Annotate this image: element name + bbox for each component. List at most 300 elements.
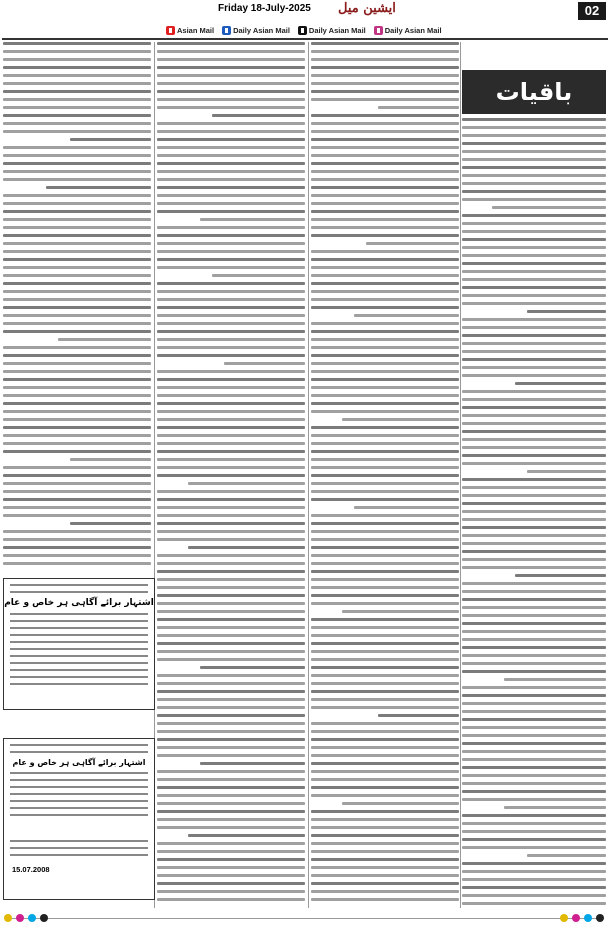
text-line bbox=[311, 826, 459, 829]
text-line bbox=[311, 330, 459, 333]
text-line bbox=[157, 266, 305, 269]
text-line bbox=[3, 394, 151, 397]
text-line bbox=[311, 90, 459, 93]
registration-dot bbox=[560, 914, 568, 922]
social-facebook[interactable] bbox=[222, 26, 290, 35]
text-line bbox=[462, 446, 606, 449]
text-line bbox=[3, 298, 151, 301]
text-line bbox=[157, 146, 305, 149]
page-footer bbox=[0, 910, 610, 927]
text-line bbox=[311, 874, 459, 877]
text-line bbox=[311, 362, 459, 365]
text-line bbox=[200, 666, 305, 669]
text-line bbox=[311, 146, 459, 149]
social-label: Asian Mail bbox=[177, 25, 215, 35]
text-line bbox=[224, 362, 305, 365]
text-line bbox=[3, 426, 151, 429]
text-line bbox=[157, 66, 305, 69]
text-line bbox=[157, 826, 305, 829]
text-line bbox=[157, 682, 305, 685]
text-line bbox=[157, 770, 305, 773]
text-line bbox=[3, 266, 151, 269]
text-line bbox=[462, 262, 606, 265]
text-line bbox=[157, 386, 305, 389]
text-line bbox=[311, 858, 459, 861]
text-line bbox=[3, 354, 151, 357]
text-line bbox=[311, 290, 459, 293]
text-line bbox=[157, 138, 305, 141]
registration-dot bbox=[16, 914, 24, 922]
text-line bbox=[3, 130, 151, 133]
text-line bbox=[462, 350, 606, 353]
text-line bbox=[311, 98, 459, 101]
text-line bbox=[3, 170, 151, 173]
text-line bbox=[462, 462, 606, 465]
text-line bbox=[311, 578, 459, 581]
text-line bbox=[462, 126, 606, 129]
text-line bbox=[3, 554, 151, 557]
text-line bbox=[342, 610, 459, 613]
text-line bbox=[311, 82, 459, 85]
text-line bbox=[157, 370, 305, 373]
text-line bbox=[157, 258, 305, 261]
text-line bbox=[311, 50, 459, 53]
text-line bbox=[515, 574, 606, 577]
text-line bbox=[157, 106, 305, 109]
text-line bbox=[157, 810, 305, 813]
text-line bbox=[200, 218, 305, 221]
text-line bbox=[3, 546, 151, 549]
text-line bbox=[58, 338, 151, 341]
social-links bbox=[166, 23, 442, 37]
text-line bbox=[3, 314, 151, 317]
text-line bbox=[157, 58, 305, 61]
text-line bbox=[462, 878, 606, 881]
text-line bbox=[311, 458, 459, 461]
text-line bbox=[311, 58, 459, 61]
text-line bbox=[462, 702, 606, 705]
text-line bbox=[462, 814, 606, 817]
text-line bbox=[462, 406, 606, 409]
text-line bbox=[311, 810, 459, 813]
text-line bbox=[311, 498, 459, 501]
text-line bbox=[462, 398, 606, 401]
text-line bbox=[311, 770, 459, 773]
text-line bbox=[462, 662, 606, 665]
text-line bbox=[462, 534, 606, 537]
text-line bbox=[157, 474, 305, 477]
text-line bbox=[3, 362, 151, 365]
text-line bbox=[462, 886, 606, 889]
text-line bbox=[157, 530, 305, 533]
text-line bbox=[311, 586, 459, 589]
text-line bbox=[70, 458, 151, 461]
text-line bbox=[311, 66, 459, 69]
text-line bbox=[462, 614, 606, 617]
text-line bbox=[462, 486, 606, 489]
text-line bbox=[157, 634, 305, 637]
text-line bbox=[311, 274, 459, 277]
text-line bbox=[311, 754, 459, 757]
text-line bbox=[157, 610, 305, 613]
text-line bbox=[157, 178, 305, 181]
text-line bbox=[462, 390, 606, 393]
text-line bbox=[311, 850, 459, 853]
text-line bbox=[157, 858, 305, 861]
text-line bbox=[462, 582, 606, 585]
text-line bbox=[311, 298, 459, 301]
text-line bbox=[3, 322, 151, 325]
text-line bbox=[462, 358, 606, 361]
text-line bbox=[311, 626, 459, 629]
page-header bbox=[0, 0, 610, 22]
text-line bbox=[311, 194, 459, 197]
registration-dot bbox=[584, 914, 592, 922]
text-line bbox=[3, 114, 151, 117]
text-line bbox=[46, 186, 151, 189]
text-line bbox=[311, 122, 459, 125]
text-line bbox=[157, 706, 305, 709]
text-line bbox=[157, 330, 305, 333]
text-line bbox=[462, 286, 606, 289]
text-line bbox=[311, 426, 459, 429]
text-line bbox=[3, 490, 151, 493]
social-instagram[interactable] bbox=[374, 26, 442, 35]
text-line bbox=[311, 794, 459, 797]
text-line bbox=[157, 522, 305, 525]
text-line bbox=[157, 42, 305, 45]
text-line bbox=[311, 674, 459, 677]
text-line bbox=[157, 242, 305, 245]
instagram-icon bbox=[374, 26, 383, 35]
text-line bbox=[462, 430, 606, 433]
text-line bbox=[311, 186, 459, 189]
text-line bbox=[311, 650, 459, 653]
text-line bbox=[3, 306, 151, 309]
text-line bbox=[462, 558, 606, 561]
text-line bbox=[462, 510, 606, 513]
text-line bbox=[462, 638, 606, 641]
text-line bbox=[311, 898, 459, 901]
text-line bbox=[527, 470, 606, 473]
text-line bbox=[157, 194, 305, 197]
text-line bbox=[462, 798, 606, 801]
text-line bbox=[157, 210, 305, 213]
text-line bbox=[3, 146, 151, 149]
text-line bbox=[462, 782, 606, 785]
text-line bbox=[462, 150, 606, 153]
text-line bbox=[157, 578, 305, 581]
text-line bbox=[157, 450, 305, 453]
text-line bbox=[3, 82, 151, 85]
text-line bbox=[311, 138, 459, 141]
text-line bbox=[157, 122, 305, 125]
text-line bbox=[70, 138, 151, 141]
text-line bbox=[462, 326, 606, 329]
text-line bbox=[311, 226, 459, 229]
column-4-text bbox=[462, 118, 606, 908]
text-line bbox=[462, 566, 606, 569]
text-line bbox=[311, 386, 459, 389]
text-line bbox=[3, 250, 151, 253]
text-line bbox=[3, 402, 151, 405]
text-line bbox=[157, 82, 305, 85]
column-3-text bbox=[311, 42, 459, 908]
text-line bbox=[462, 174, 606, 177]
text-line bbox=[3, 90, 151, 93]
text-line bbox=[311, 402, 459, 405]
text-line bbox=[157, 658, 305, 661]
text-line bbox=[311, 706, 459, 709]
text-line bbox=[157, 234, 305, 237]
text-line bbox=[157, 754, 305, 757]
social-twitter[interactable] bbox=[298, 26, 366, 35]
text-line bbox=[311, 306, 459, 309]
text-line bbox=[157, 722, 305, 725]
text-line bbox=[311, 218, 459, 221]
text-line bbox=[157, 786, 305, 789]
text-line bbox=[311, 834, 459, 837]
text-line bbox=[311, 554, 459, 557]
text-line bbox=[3, 42, 151, 45]
text-line bbox=[311, 762, 459, 765]
text-line bbox=[3, 162, 151, 165]
text-line bbox=[3, 74, 151, 77]
text-line bbox=[527, 310, 606, 313]
text-line bbox=[311, 178, 459, 181]
registration-dot bbox=[40, 914, 48, 922]
text-line bbox=[157, 50, 305, 53]
text-line bbox=[157, 514, 305, 517]
text-line bbox=[311, 778, 459, 781]
text-line bbox=[311, 818, 459, 821]
text-line bbox=[311, 210, 459, 213]
text-line bbox=[311, 482, 459, 485]
youtube-icon bbox=[166, 26, 175, 35]
text-line bbox=[157, 602, 305, 605]
text-line bbox=[157, 506, 305, 509]
text-line bbox=[462, 502, 606, 505]
text-line bbox=[157, 130, 305, 133]
text-line bbox=[515, 382, 606, 385]
text-line bbox=[311, 514, 459, 517]
text-line bbox=[157, 202, 305, 205]
text-line bbox=[462, 278, 606, 281]
text-line bbox=[462, 438, 606, 441]
text-line bbox=[311, 690, 459, 693]
text-line bbox=[3, 226, 151, 229]
text-line bbox=[3, 498, 151, 501]
text-line bbox=[378, 714, 459, 717]
text-line bbox=[3, 538, 151, 541]
registration-dot bbox=[4, 914, 12, 922]
text-line bbox=[462, 894, 606, 897]
text-line bbox=[311, 202, 459, 205]
text-line bbox=[462, 686, 606, 689]
text-line bbox=[462, 718, 606, 721]
column-divider bbox=[460, 42, 461, 908]
text-line bbox=[378, 106, 459, 109]
text-line bbox=[157, 570, 305, 573]
text-line bbox=[311, 682, 459, 685]
text-line bbox=[157, 298, 305, 301]
text-line bbox=[157, 746, 305, 749]
text-line bbox=[188, 482, 305, 485]
text-line bbox=[462, 630, 606, 633]
text-line bbox=[311, 562, 459, 565]
text-line bbox=[462, 902, 606, 905]
text-line bbox=[311, 74, 459, 77]
text-line bbox=[342, 418, 459, 421]
text-line bbox=[157, 442, 305, 445]
text-line bbox=[311, 602, 459, 605]
text-line bbox=[157, 378, 305, 381]
text-line bbox=[157, 490, 305, 493]
text-line bbox=[3, 274, 151, 277]
text-line bbox=[462, 862, 606, 865]
text-line bbox=[462, 646, 606, 649]
text-line bbox=[3, 178, 151, 181]
text-line bbox=[462, 670, 606, 673]
text-line bbox=[157, 410, 305, 413]
text-line bbox=[311, 234, 459, 237]
text-line bbox=[157, 554, 305, 557]
text-line bbox=[462, 454, 606, 457]
text-line bbox=[157, 890, 305, 893]
text-line bbox=[311, 546, 459, 549]
text-line bbox=[3, 562, 151, 565]
text-line bbox=[462, 494, 606, 497]
text-line bbox=[462, 342, 606, 345]
text-line bbox=[3, 282, 151, 285]
text-line bbox=[462, 726, 606, 729]
text-line bbox=[311, 634, 459, 637]
text-line bbox=[462, 366, 606, 369]
text-line bbox=[3, 474, 151, 477]
text-line bbox=[157, 842, 305, 845]
ad-date: 15.07.2008 bbox=[12, 865, 50, 874]
text-line bbox=[311, 338, 459, 341]
text-line bbox=[157, 346, 305, 349]
text-line bbox=[311, 170, 459, 173]
text-line bbox=[157, 466, 305, 469]
text-line bbox=[3, 442, 151, 445]
text-line bbox=[157, 674, 305, 677]
text-line bbox=[3, 202, 151, 205]
text-line bbox=[311, 730, 459, 733]
text-line bbox=[462, 710, 606, 713]
column-2-text bbox=[157, 42, 305, 908]
text-line bbox=[157, 426, 305, 429]
social-youtube[interactable] bbox=[166, 26, 214, 35]
text-line bbox=[311, 698, 459, 701]
registration-dot bbox=[572, 914, 580, 922]
text-line bbox=[462, 158, 606, 161]
text-line bbox=[462, 134, 606, 137]
text-line bbox=[311, 746, 459, 749]
text-line bbox=[462, 742, 606, 745]
text-line bbox=[157, 586, 305, 589]
text-line bbox=[311, 474, 459, 477]
text-line bbox=[311, 618, 459, 621]
text-line bbox=[157, 434, 305, 437]
public-notice-ad bbox=[3, 738, 155, 900]
issue-date: Friday 18-July-2025 bbox=[218, 3, 311, 14]
text-line bbox=[157, 778, 305, 781]
text-line bbox=[188, 834, 305, 837]
text-line bbox=[157, 74, 305, 77]
text-line bbox=[342, 802, 459, 805]
text-line bbox=[3, 434, 151, 437]
text-line bbox=[462, 846, 606, 849]
text-line bbox=[462, 422, 606, 425]
text-line bbox=[462, 142, 606, 145]
text-line bbox=[311, 266, 459, 269]
text-line bbox=[462, 270, 606, 273]
text-line bbox=[157, 394, 305, 397]
text-line bbox=[157, 882, 305, 885]
column-divider bbox=[308, 42, 309, 908]
text-line bbox=[3, 530, 151, 533]
public-notice-ad bbox=[3, 578, 155, 710]
text-line bbox=[311, 258, 459, 261]
text-line bbox=[3, 506, 151, 509]
text-line bbox=[157, 850, 305, 853]
text-line bbox=[311, 434, 459, 437]
text-line bbox=[311, 738, 459, 741]
text-line bbox=[311, 114, 459, 117]
text-line bbox=[157, 90, 305, 93]
text-line bbox=[462, 790, 606, 793]
text-line bbox=[157, 538, 305, 541]
text-line bbox=[462, 254, 606, 257]
text-line bbox=[157, 690, 305, 693]
text-line bbox=[462, 238, 606, 241]
text-line bbox=[462, 822, 606, 825]
facebook-icon bbox=[222, 26, 231, 35]
text-line bbox=[311, 370, 459, 373]
text-line bbox=[311, 162, 459, 165]
text-line bbox=[354, 314, 459, 317]
text-line bbox=[462, 606, 606, 609]
text-line bbox=[157, 802, 305, 805]
header-divider bbox=[2, 38, 608, 40]
text-line bbox=[311, 450, 459, 453]
text-line bbox=[492, 206, 606, 209]
text-line bbox=[462, 190, 606, 193]
text-line bbox=[157, 402, 305, 405]
text-line bbox=[311, 882, 459, 885]
text-line bbox=[311, 538, 459, 541]
text-line bbox=[311, 130, 459, 133]
text-line bbox=[311, 378, 459, 381]
text-line bbox=[311, 466, 459, 469]
text-line bbox=[311, 354, 459, 357]
text-line bbox=[212, 114, 305, 117]
text-line bbox=[462, 774, 606, 777]
text-line bbox=[354, 506, 459, 509]
text-line bbox=[3, 98, 151, 101]
text-line bbox=[3, 122, 151, 125]
text-line bbox=[462, 542, 606, 545]
text-line bbox=[3, 234, 151, 237]
text-line bbox=[157, 642, 305, 645]
social-label: Daily Asian Mail bbox=[384, 25, 442, 35]
text-line bbox=[3, 242, 151, 245]
text-line bbox=[462, 478, 606, 481]
text-line bbox=[311, 346, 459, 349]
text-line bbox=[366, 242, 459, 245]
